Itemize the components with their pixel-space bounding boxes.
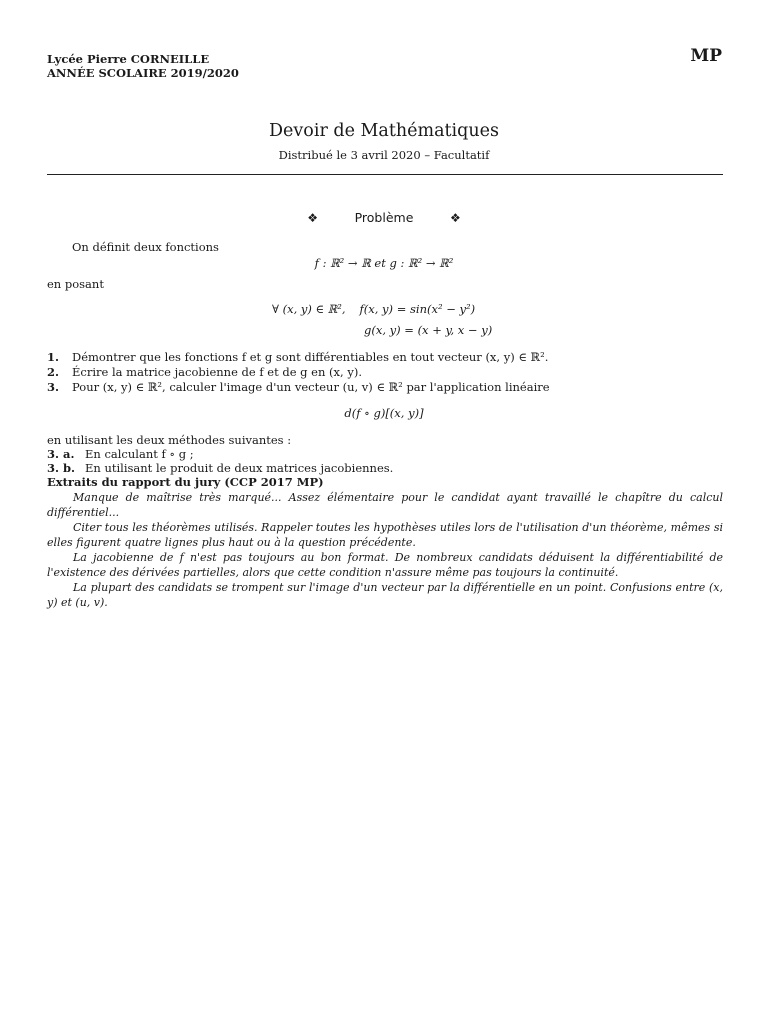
jury-report-title: Extraits du rapport du jury (CCP 2017 MP) bbox=[47, 475, 324, 489]
jury-paragraph: La plupart des candidats se trompent sur l'image d'un vecteur par la différentielle en un point. Confusions entre (x, y) et (u, v). bbox=[47, 581, 723, 609]
question-number: 3. bbox=[47, 380, 60, 394]
question-text: Pour (x, y) ∈ ℝ², calculer l'image d'un vecteur (u, v) ∈ ℝ² par l'application linéaire bbox=[72, 380, 550, 394]
section-heading bbox=[0, 210, 768, 225]
method-3b bbox=[47, 461, 393, 475]
functions-definition: f : ℝ² → ℝ et g : ℝ² → ℝ² bbox=[314, 256, 454, 270]
method-number: 3. b. bbox=[47, 461, 76, 475]
ornament-left-icon: ❖ bbox=[307, 211, 318, 225]
ornament-right-icon: ❖ bbox=[450, 211, 461, 225]
method-text: En calculant f ∘ g ; bbox=[85, 447, 194, 461]
class-label: MP bbox=[690, 46, 722, 66]
method-text: En utilisant le produit de deux matrices jacobiennes. bbox=[85, 461, 394, 475]
method-number: 3. a. bbox=[47, 447, 75, 461]
equation-f-def: f(x, y) = sin(x² − y²) bbox=[359, 302, 476, 316]
equation-quantifier: ∀ (x, y) ∈ ℝ², bbox=[272, 302, 346, 316]
question-text: Démontrer que les fonctions f et g sont différentiables en tout vecteur (x, y) ∈ ℝ². bbox=[72, 350, 549, 364]
question-3 bbox=[47, 380, 550, 394]
document-title: Devoir de Mathématiques bbox=[269, 121, 499, 141]
method-3a bbox=[47, 447, 194, 461]
question-number: 2. bbox=[47, 365, 60, 379]
section-title: Problème bbox=[354, 210, 414, 225]
school-header bbox=[47, 52, 239, 80]
header-divider bbox=[47, 174, 723, 175]
question-1 bbox=[47, 350, 548, 364]
equation-f bbox=[272, 302, 475, 316]
jury-report-body bbox=[47, 490, 723, 610]
jury-paragraph: La jacobienne de f n'est pas toujours au bon format. De nombreux candidats déduisent la différentiabilité de l'existence des dérivées partielles, alors que cette condition n'assure même pas toujours la continuité. bbox=[47, 551, 723, 579]
jury-paragraph: Citer tous les théorèmes utilisés. Rappeler toutes les hypothèses utiles lors de l'utilisation d'un théorème, mêmes si elles figurent quatre lignes plus haut ou à la question précédente. bbox=[47, 521, 723, 549]
school-year: ANNÉE SCOLAIRE 2019/2020 bbox=[47, 66, 239, 80]
question-text: Écrire la matrice jacobienne de f et de g en (x, y). bbox=[72, 365, 362, 379]
school-name: Lycée Pierre CORNEILLE bbox=[47, 52, 210, 66]
intro-text: On définit deux fonctions bbox=[72, 240, 219, 254]
differential-expression: d(f ∘ g)[(x, y)] bbox=[344, 406, 424, 420]
methods-intro: en utilisant les deux méthodes suivantes : bbox=[47, 433, 292, 447]
posant-text: en posant bbox=[47, 277, 104, 291]
question-2 bbox=[47, 365, 362, 379]
document-subtitle: Distribué le 3 avril 2020 – Facultatif bbox=[278, 148, 490, 162]
jury-paragraph: Manque de maîtrise très marqué... Assez élémentaire pour le candidat ayant travaillé le chapître du calcul différentiel... bbox=[47, 491, 723, 519]
equation-g: g(x, y) = (x + y, x − y) bbox=[364, 323, 493, 337]
question-number: 1. bbox=[47, 350, 60, 364]
